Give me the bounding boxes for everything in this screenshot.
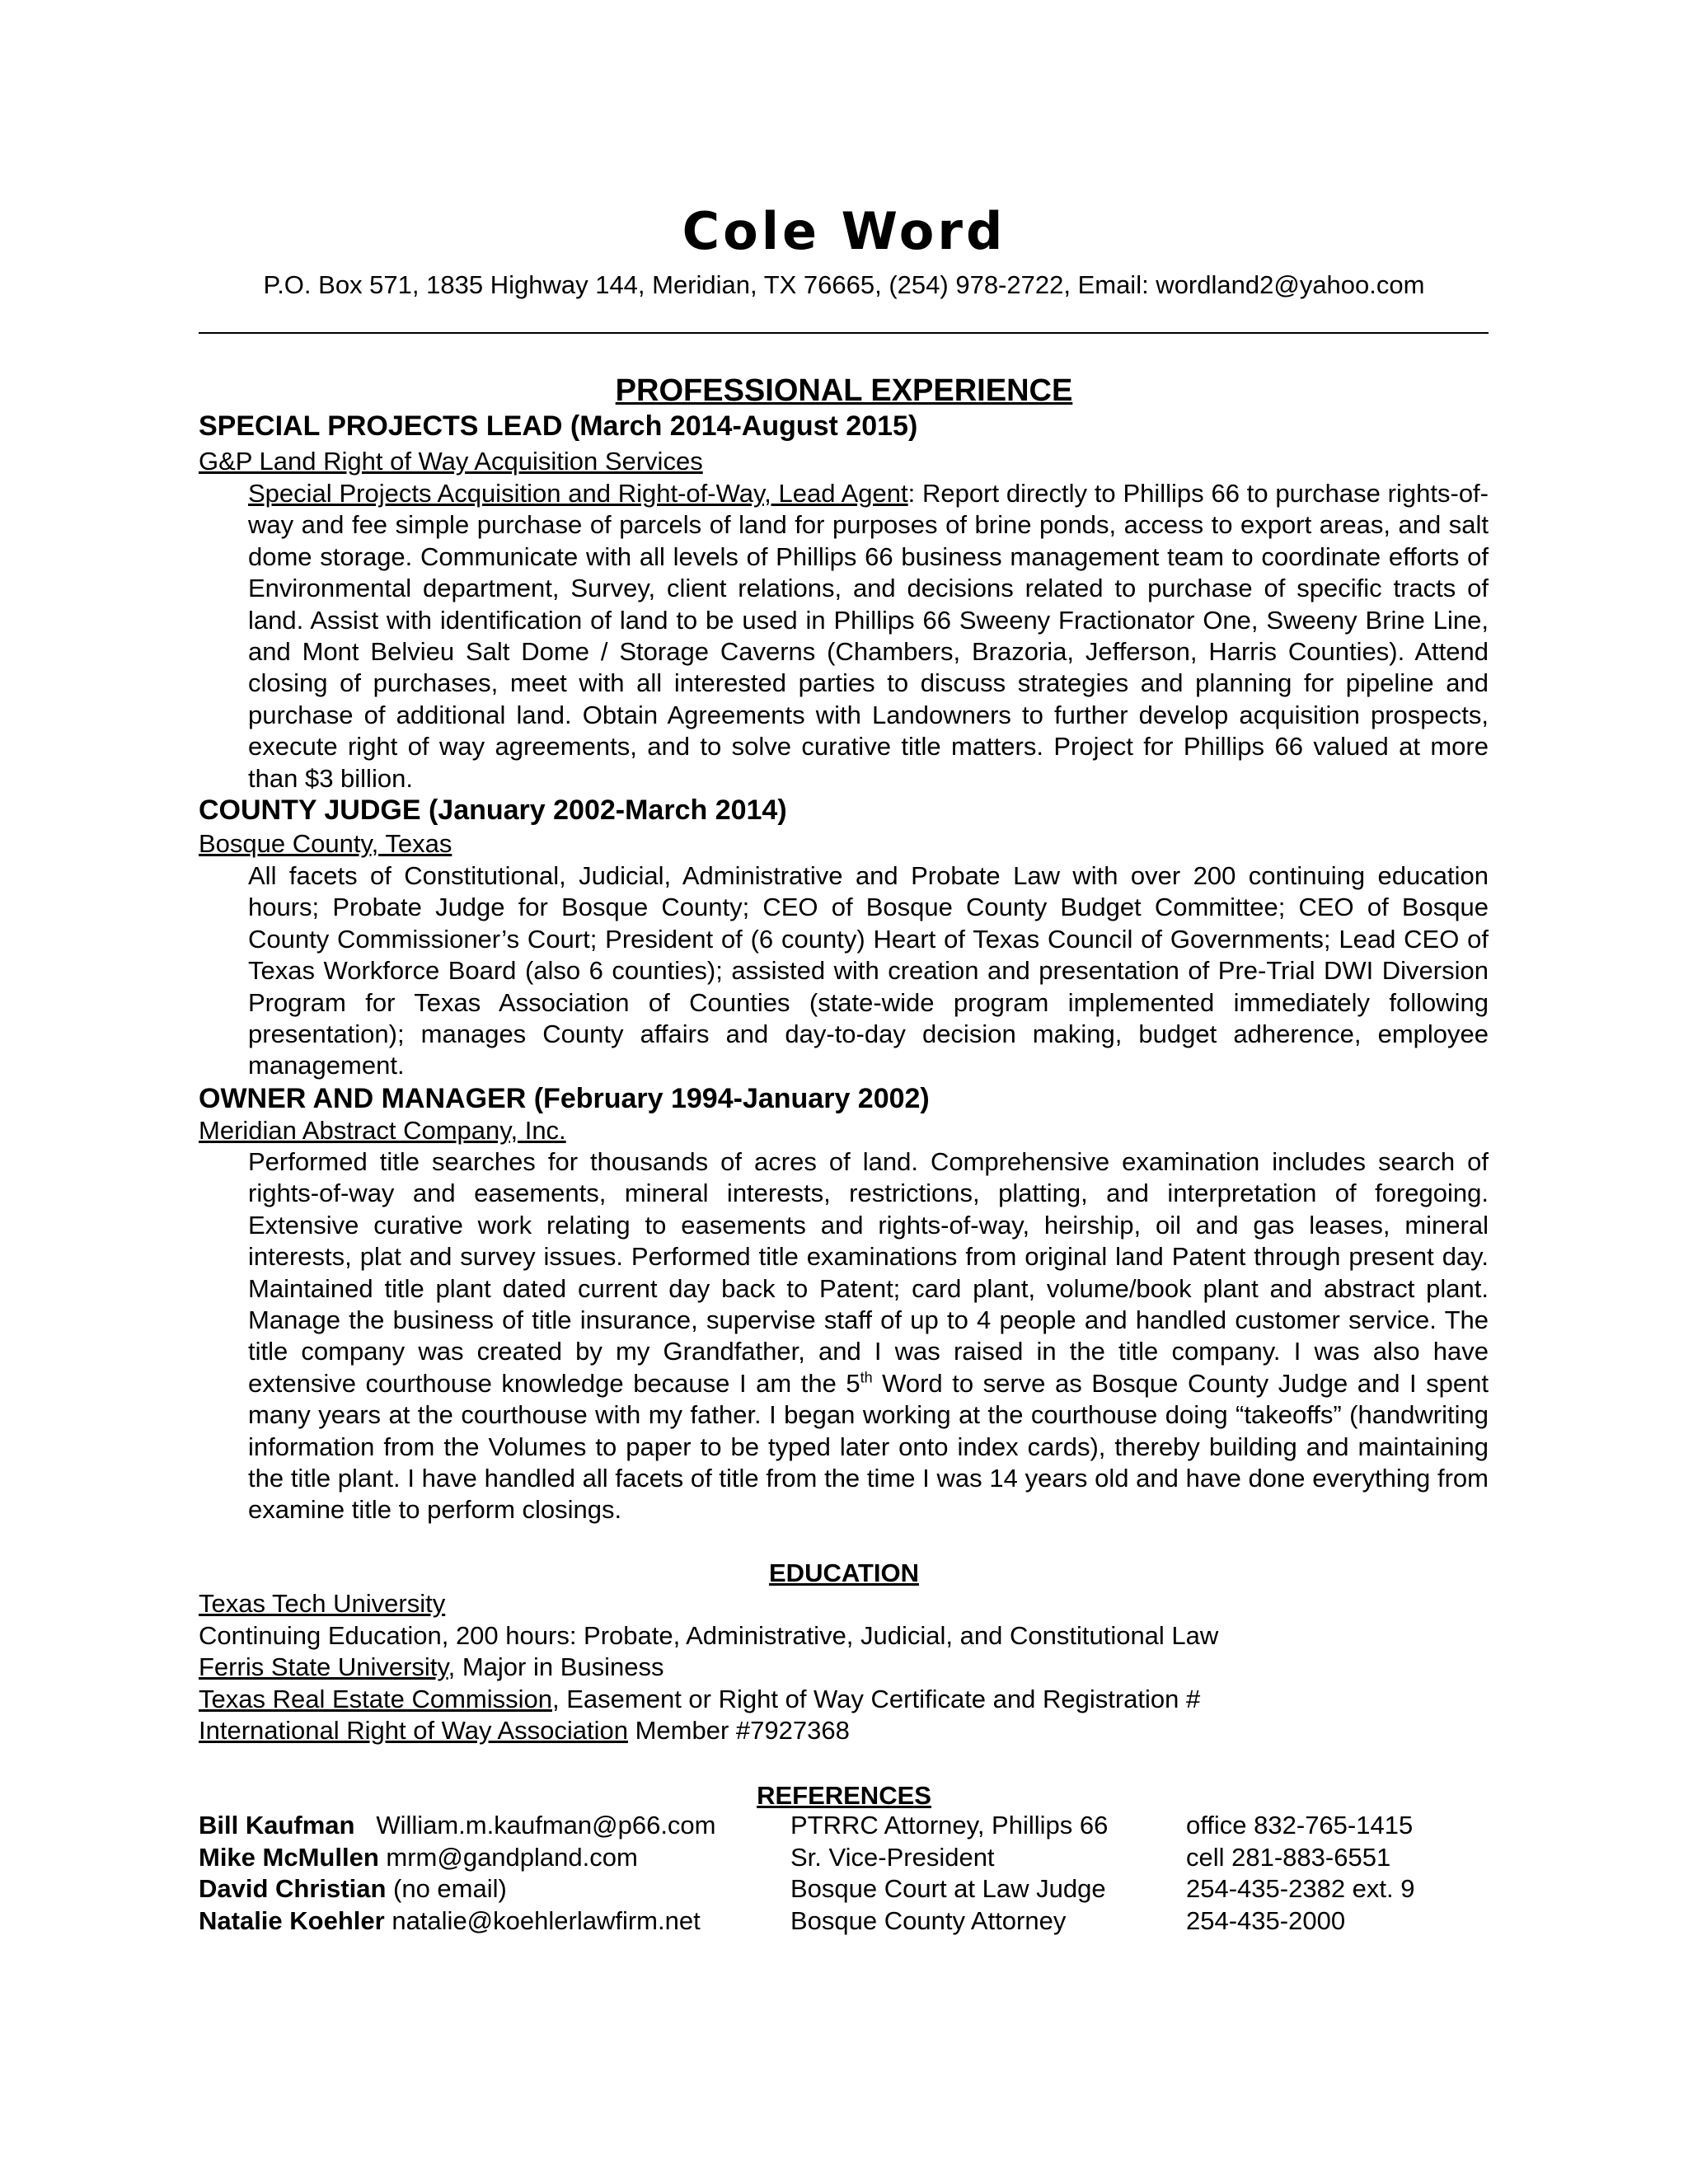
reference-contact: (no email): [393, 1874, 507, 1903]
reference-phone: 254-435-2000: [1186, 1905, 1346, 1935]
education-school-irwa: International Right of Way Association: [199, 1716, 628, 1745]
education-list: [199, 1588, 1218, 1747]
reference-row: [199, 1905, 1517, 1938]
references-table: [199, 1810, 1517, 1937]
reference-phone: cell 281-883-6551: [1186, 1842, 1391, 1872]
education-item-texas-tech: Texas Tech University: [199, 1589, 446, 1618]
reference-row: [199, 1873, 1517, 1905]
job-description-3b: Word to serve as Bosque County Judge and I spent many years at the courthouse with my father. I began working at the courthouse doing “takeoffs” (handwriting information from the Volumes to paper to be typed later onto index cards), thereby building and maintaining the title plant. I have handled all facets of title from the time I was 14 years old and have done everything from examine title to perform closings.: [248, 1368, 1489, 1525]
reference-name: Bill Kaufman: [199, 1811, 355, 1840]
reference-title: Bosque County Attorney: [790, 1905, 1067, 1935]
job-org-3: Meridian Abstract Company, Inc.: [199, 1116, 566, 1145]
education-detail-trec: , Easement or Right of Way Certificate and Registration #: [552, 1684, 1201, 1713]
education-school-ferris: Ferris State University: [199, 1652, 448, 1681]
job-org-2: Bosque County, Texas: [199, 829, 452, 858]
education-item-trec: [199, 1684, 1218, 1716]
reference-title: Bosque Court at Law Judge: [790, 1874, 1106, 1903]
job-description-3: [248, 1146, 1489, 1526]
job-description-3a: Performed title searches for thousands of acres of land. Comprehensive examination includes search of rights-of-way and easements, mineral interests, restrictions, platting, and interpretation of foregoing. Extensive curative work relating to easements and rights-of-way, heirship, oil and gas leases, mineral interests, plat and survey issues. Performed title examinations from original land Patent through present day. Maintained title plant dated current day back to Patent; card plant, volume/book plant and abstract plant. Manage the business of title insurance, supervise staff of up to 4 people and handled customer service. The title company was created by my Grandfather, and I was raised in the title company. I was also have extensive courthouse knowledge because I am the 5: [248, 1147, 1489, 1398]
job-title-1: SPECIAL PROJECTS LEAD (March 2014-August 2015): [199, 410, 918, 442]
education-item-continuing: Continuing Education, 200 hours: Probate, Administrative, Judicial, and Constitutional Law: [199, 1620, 1219, 1650]
reference-name-contact: [199, 1905, 701, 1938]
candidate-name: Cole Word: [682, 201, 1006, 261]
reference-name: Mike McMullen: [199, 1842, 379, 1872]
reference-name-contact: [199, 1842, 638, 1874]
job-description-2: All facets of Constitutional, Judicial, Administrative and Probate Law with over 200 continuing education hours; Probate Judge for Bosque County; CEO of Bosque County Budget Committee; CEO of Bosque County Commissioner’s Court; President of (6 county) Heart of Texas Council of Governments; Lead CEO of Texas Workforce Board (also 6 counties); assisted with creation and presentation of Pre-Trial DWI Diversion Program for Texas Association of Counties (state-wide program implemented immediately following presentation); manages County affairs and day-to-day decision making, budget adherence, employee management.: [248, 861, 1489, 1080]
reference-phone: 254-435-2382 ext. 9: [1186, 1874, 1415, 1903]
reference-row: [199, 1810, 1517, 1842]
reference-name-contact: [199, 1873, 507, 1905]
reference-row: [199, 1842, 1517, 1874]
reference-title: Sr. Vice-President: [790, 1842, 995, 1872]
job-org-1: G&P Land Right of Way Acquisition Services: [199, 447, 703, 476]
job-description-1: [248, 478, 1489, 794]
ordinal-superscript: th: [860, 1369, 873, 1386]
reference-name: David Christian: [199, 1874, 387, 1903]
contact-line: P.O. Box 571, 1835 Highway 144, Meridian, TX 76665, (254) 978-2722, Email: wordland2@yahoo.com: [263, 270, 1425, 299]
education-item-ferris: [199, 1652, 1218, 1684]
education-detail-irwa: Member #7927368: [627, 1716, 850, 1745]
reference-contact: mrm@gandpland.com: [386, 1842, 638, 1872]
reference-phone: office 832-765-1415: [1186, 1811, 1414, 1840]
job-description-text-1: : Report directly to Phillips 66 to purchase rights-of-way and fee simple purchase of parcels of land for purposes of brine ponds, access to export areas, and salt dome storage. Communicate with all levels of Phillips 66 business management team to coordinate efforts of Environmental department, Survey, client relations, and decisions related to purchase of specific tracts of land. Assist with identification of land to be used in Phillips 66 Sweeny Fractionator One, Sweeny Brine Line, and Mont Belvieu Salt Dome / Storage Caverns (Chambers, Brazoria, Jefferson, Harris Counties). Attend closing of purchases, meet with all interested parties to discuss strategies and planning for pipeline and purchase of additional land. Obtain Agreements with Landowners to further develop acquisition prospects, execute right of way agreements, and to solve curative title matters. Project for Phillips 66 valued at more than $3 billion.: [248, 479, 1489, 793]
section-heading-references: REFERENCES: [757, 1781, 931, 1810]
reference-contact: William.m.kaufman@p66.com: [376, 1811, 716, 1840]
education-item-irwa: [199, 1715, 1218, 1747]
reference-title: PTRRC Attorney, Phillips 66: [790, 1811, 1109, 1840]
job-title-2: COUNTY JUDGE (January 2002-March 2014): [199, 794, 787, 826]
section-heading-education: EDUCATION: [769, 1558, 919, 1587]
job-title-3: OWNER AND MANAGER (February 1994-January 2002): [199, 1083, 930, 1114]
reference-name: Natalie Koehler: [199, 1905, 385, 1935]
education-detail-ferris: , Major in Business: [448, 1652, 664, 1681]
education-school-trec: Texas Real Estate Commission: [199, 1684, 552, 1713]
reference-name-contact: [199, 1810, 716, 1842]
section-heading-experience: PROFESSIONAL EXPERIENCE: [615, 373, 1073, 408]
reference-contact: natalie@koehlerlawfirm.net: [392, 1905, 701, 1935]
job-role-1: Special Projects Acquisition and Right-of-Way, Lead Agent: [248, 479, 908, 508]
header-divider: [199, 332, 1489, 334]
